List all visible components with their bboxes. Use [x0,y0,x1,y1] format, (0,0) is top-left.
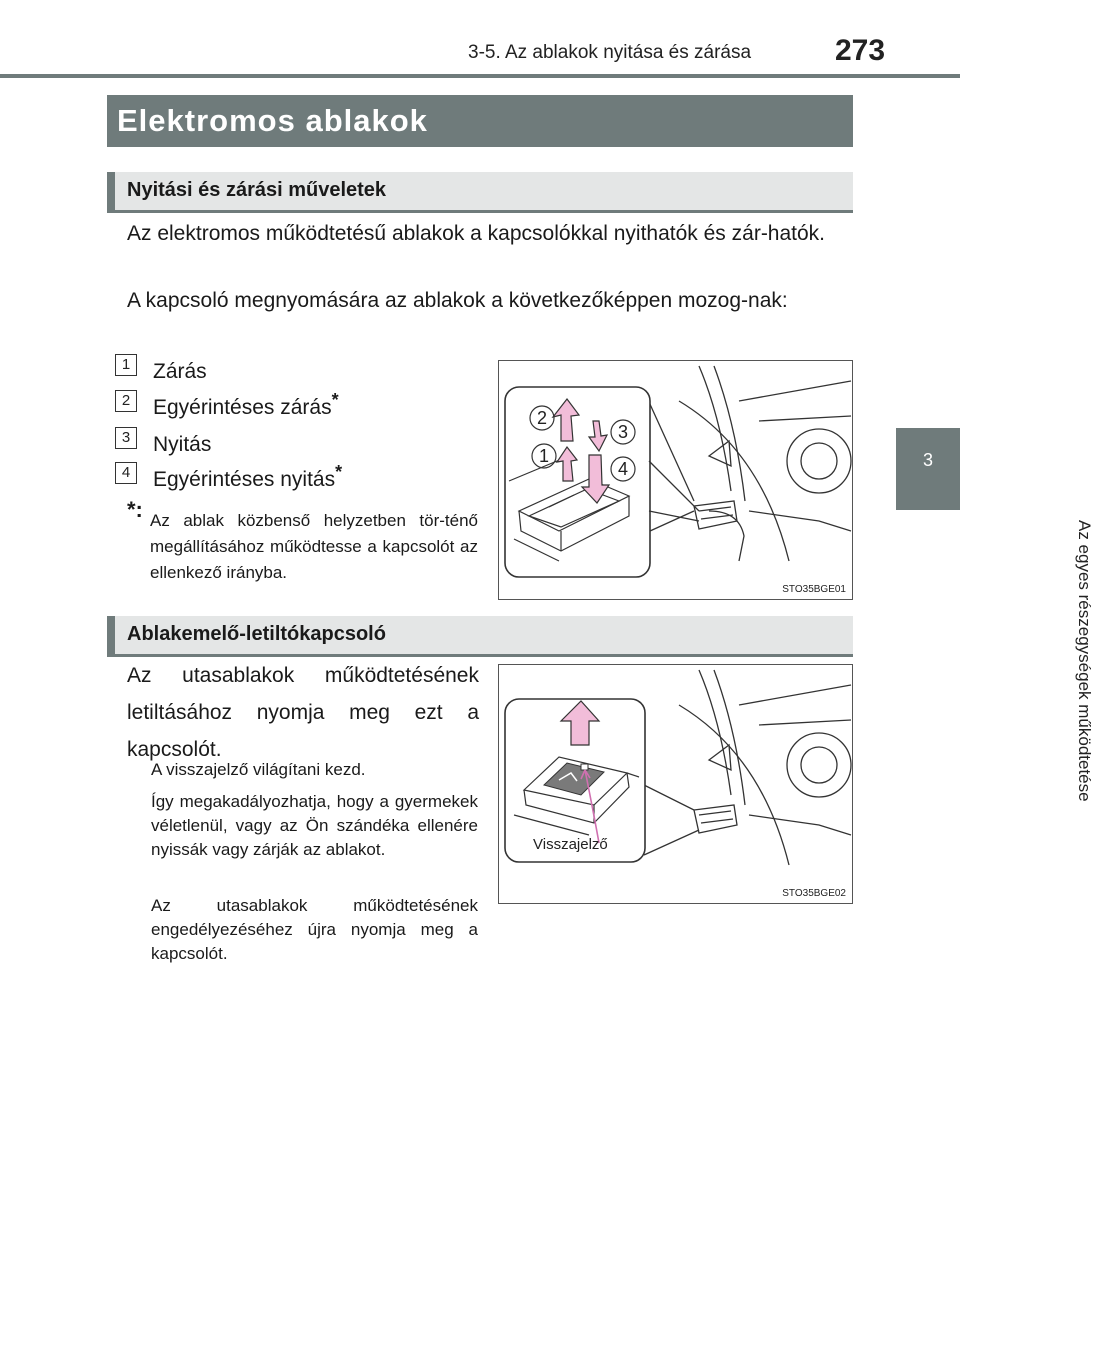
window-switch-illustration [499,361,851,598]
item-label: Zárás [153,360,207,383]
figure-window-switch [498,360,853,600]
item-label: Egyérintéses zárás* [153,390,339,419]
chapter-tab [896,428,960,510]
section2-heading: Ablakemelő-letiltókapcsoló [127,623,386,645]
page-title-bar [107,95,853,147]
footnote-marker: *: [127,497,143,522]
figure-lock-switch [498,664,853,904]
callout-4: 4 [617,459,629,479]
callout-3: 3 [617,422,629,442]
page-title: Elektromos ablakok [117,103,428,138]
section2-heading-bar [107,616,853,654]
chapter-number: 3 [922,450,933,470]
indicator-label: Visszajelző [533,836,608,853]
section2-note-1: A visszajelző világítani kezd. [151,760,366,779]
header-section-title: 3-5. Az ablakok nyitása és zárása [468,42,752,63]
item-number-box: 1 [115,354,137,376]
lock-switch-illustration [499,665,851,902]
section1-heading-bar [107,172,853,210]
callout-2: 2 [536,408,548,428]
item-number-box: 4 [115,462,137,484]
callout-1: 1 [538,446,550,466]
item-number-box: 2 [115,390,137,412]
section1-intro-2: A kapcsoló megnyomására az ablakok a következőképpen mozog-nak: [127,289,788,312]
item-number-box: 3 [115,427,137,449]
section1-heading: Nyitási és zárási műveletek [127,179,387,201]
section2-note-2: Így megakadályozhatja, hogy a gyermekek véletlenül, vagy az Ön szándéka ellenére nyissák vagy zárják az ablakot. [151,792,478,859]
footnote-text: Az ablak közbenső helyzetben tör-ténő megállításához működtesse a kapcsolót az ellenkező irányba. [150,511,478,582]
figure-code: STO35BGE02 [782,888,846,899]
item-label: Nyitás [153,433,212,456]
figure-code: STO35BGE01 [782,584,846,595]
section1-intro-1: Az elektromos működtetésű ablakok a kapcsolókkal nyithatók és zár-hatók. [127,222,826,245]
header-rule [0,74,960,78]
chapter-side-text: Az egyes részegységek működtetése [1075,520,1094,802]
section2-text: Az utasablakok működtetésének letiltásához nyomja meg ezt a kapcsolót. [127,664,479,761]
page-number: 273 [835,34,886,67]
section2-note-3: Az utasablakok működtetésének engedélyezéséhez újra nyomja meg a kapcsolót. [151,896,478,963]
item-label: Egyérintéses nyitás* [153,462,343,491]
